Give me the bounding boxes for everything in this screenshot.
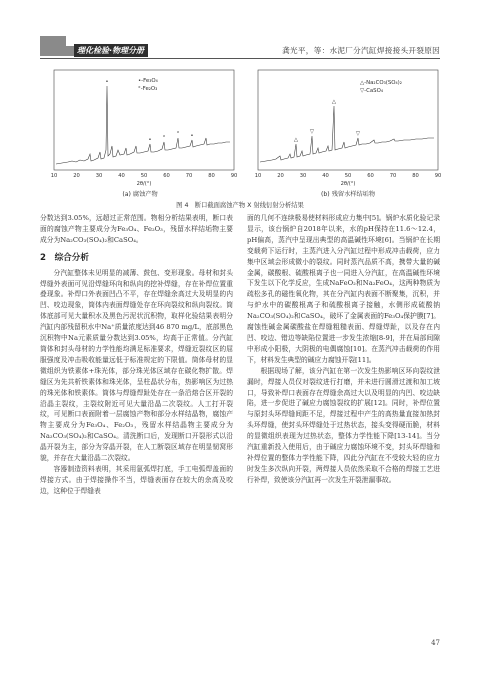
left-column bbox=[40, 213, 233, 497]
svg-text:▽: ▽ bbox=[309, 129, 315, 135]
paragraph: 容器制造资料表明，其采用氩弧焊打底，手工电弧焊盖面的焊接方式。由于焊接操作不当，焊缝表面存在较大的余高及咬边，这种位于焊缝表 bbox=[40, 464, 233, 495]
page-header bbox=[0, 0, 480, 60]
running-title: 龚光平，等：水泥厂分汽缸焊接接头开裂原因 bbox=[282, 46, 440, 55]
legend-a-1: •-Fe₃O₄ bbox=[138, 78, 158, 84]
x-tick-label: 40 bbox=[322, 173, 329, 179]
subcaption-b: (b) 残留水样结垢物 bbox=[320, 191, 376, 198]
svg-text:•: • bbox=[190, 133, 194, 139]
paragraph: 根据现场了解，该分汽缸在第一次发生热影响区环向裂纹泄漏时，焊接人员仅对裂纹进行打磨，并未进行圆滑过渡和加工坡口，导致补焊口表面存在焊缝余高过大以及明显的内凹、咬边缺陷，进一步促进了碱应力腐蚀裂纹的扩展[12]。同时，补焊位置与原封头环焊缝间距不足，焊接过程中产生的高热量直接加热封头环焊缝，使封头环焊缝处于过热状态，接头变得硬而脆，材料的显微组织表现为过热状态，整体力学性能下降[13-14]。当分汽缸重新投入使用后，由于碱应力腐蚀环境不变，封头环焊缝和补焊位置的整体力学性能下降，四此分汽缸在不受较大轻的应力时发生多次纵向开裂，两焊接人员依然采取不合格的焊接工艺进行补焊，致使该分汽缸再一次发生开裂泄漏事故。 bbox=[247, 366, 440, 484]
svg-text:▽: ▽ bbox=[355, 131, 361, 137]
page-number: 47 bbox=[431, 639, 440, 647]
x-tick-label: 50 bbox=[140, 173, 148, 179]
figure-panel-b bbox=[248, 66, 448, 208]
svg-text:△: △ bbox=[293, 137, 299, 143]
x-tick-label: 50 bbox=[344, 173, 352, 179]
x-tick-label: 80 bbox=[412, 173, 419, 179]
svg-text:•: • bbox=[105, 79, 109, 85]
x-tick-label: 40 bbox=[118, 173, 125, 179]
subcaption-a: (a) 腐蚀产物 bbox=[122, 191, 158, 198]
svg-text:△: △ bbox=[331, 99, 337, 105]
journal-section-tag: 理化检验·物理分册 bbox=[74, 44, 148, 57]
legend-b-1: △-Na₂CO₃(SO₄)₂ bbox=[360, 80, 402, 86]
right-column bbox=[247, 213, 440, 486]
xrd-plot-a bbox=[40, 66, 240, 188]
x-axis-label: 2θ/(°) bbox=[340, 181, 356, 187]
x-tick-label: 20 bbox=[277, 173, 284, 179]
x-tick-label: 10 bbox=[254, 173, 262, 179]
paragraph: 面的几何不连续极易使材料形成应力集中[5]。锅炉水质化验记录显示，该台锅炉自2018年以来，水的pH保持在11.6～12.4，pH偏高，蒸汽中呈现出典型的高温碱性环境[6]。当锅炉在长期变载荷下运行时，主蒸汽进入分汽缸过程中形成冲击载荷，应力集中区域会形成微小的裂纹。同时蒸汽品质不高，携带大量的碱金属，碳酸根、硫酸根离子也一同进入分汽缸，在高温碱性环境下发生以下化学反应，生成NaFeO₂和Na₂FeO₄，这两种物质为疏松多孔的磁性氧化物，其在分汽缸内表面不断聚集，沉积，并与炉水中的碳酸根离子和硫酸根离子接触，水侧形成硫酸钠Na₂CO₃(SO₄)₂和CaSO₄，破坏了金属表面的Fe₃O₄保护膜[7]。腐蚀性碱金属碳酸盐在焊缝粗糙表面、焊缝焊趾，以及存在内凹、咬边、错边等缺陷位置进一步发生浓缩[8-9]，并在局部间隙中形成小阳极，大阴极的电偶腐蚀[10]。在蒸汽冲击载荷的作用下，材料发生典型的碱应力腐蚀开裂[11]。 bbox=[247, 214, 440, 364]
legend-a-2: °-Fe₂O₃ bbox=[138, 86, 158, 92]
x-tick-label: 90 bbox=[230, 173, 238, 179]
header-rule bbox=[40, 58, 440, 59]
svg-text:°: ° bbox=[162, 135, 166, 141]
svg-text:°: ° bbox=[176, 131, 180, 137]
xrd-trace-b bbox=[260, 106, 434, 162]
x-tick-label: 70 bbox=[389, 173, 397, 179]
x-tick-label: 70 bbox=[185, 173, 193, 179]
x-tick-label: 90 bbox=[434, 173, 442, 179]
xrd-trace-a bbox=[56, 86, 230, 164]
paragraph: 分汽缸整体未见明显的减薄、鼓包、变形现象。母材和封头焊缝外表面可见沿焊缝环向和纵向的挖补焊缝，存在补焊位置重叠现象。补焊口外表面凹凸不平，存在焊缝余高过大及明显的内凹、咬边现象，筒体内表面焊缝处存在环向裂纹和纵向裂纹。筒体底部可见大量积水及黑色污泥状沉积物，取样化验结果表明分汽缸内部残留积水中Na⁺质量浓度达到46 870 mg/L，底部黑色沉积物中Na元素质量分数达到3.05%，均高于正常值。分汽缸筒体和封头母材的力学性能均满足标准要求，焊缝近裂纹区的屈服强度及冲击吸收能量远低于标准规定的下限值。筒体母材的显微组织为铁素体+珠光体，部分珠光体区域存在碳化物扩散。焊缝区为先共析铁素体和珠光体，呈柱晶状分布，热影响区为过热的珠光体和铁素体。筒体与焊缝焊趾处存在一条沿熔合区开裂的沿晶主裂纹，主裂纹附近可见大量沿晶二次裂纹。人工打开裂纹，可见断口表面附着一层腐蚀产物和部分水样结晶物，腐蚀产物主要成分为Fe₃O₄、Fe₂O₃，残留水样结晶物主要成分为Na₂CO₃(SO₄)₂和CaSO₄。清洗断口后，发现断口开裂形式以沿晶开裂为主，部分为穿晶开裂，在人工断裂区域存在明显韧窝形貌，并存在大量沿晶二次裂纹。 bbox=[40, 268, 233, 463]
section-heading: 2 综合分析 bbox=[40, 252, 89, 263]
x-tick-label: 30 bbox=[95, 173, 103, 179]
paragraph: 分数达到3.05%，远超过正常范围。物相分析结果表明，断口表面的腐蚀产物主要成分为Fe₃O₄、Fe₂O₃，残留水样结垢物主要成分为Na₂CO₃(SO₄)₂和CaSO₄。 bbox=[40, 214, 233, 244]
figure-caption: 图 4 断口截面腐蚀产物 X 射线衍射分析结果 bbox=[176, 202, 304, 209]
x-tick-label: 80 bbox=[208, 173, 215, 179]
legend-b-2: ▽-CaSO₄ bbox=[360, 88, 383, 94]
figure-panel-a bbox=[40, 66, 240, 208]
x-tick-label: 60 bbox=[367, 173, 374, 179]
svg-text:•: • bbox=[148, 137, 152, 143]
xrd-plot-b bbox=[248, 66, 448, 188]
x-tick-label: 10 bbox=[50, 173, 58, 179]
x-axis-label: 2θ/(°) bbox=[136, 181, 152, 187]
x-tick-label: 20 bbox=[73, 173, 80, 179]
x-tick-label: 60 bbox=[163, 173, 170, 179]
x-tick-label: 30 bbox=[299, 173, 307, 179]
